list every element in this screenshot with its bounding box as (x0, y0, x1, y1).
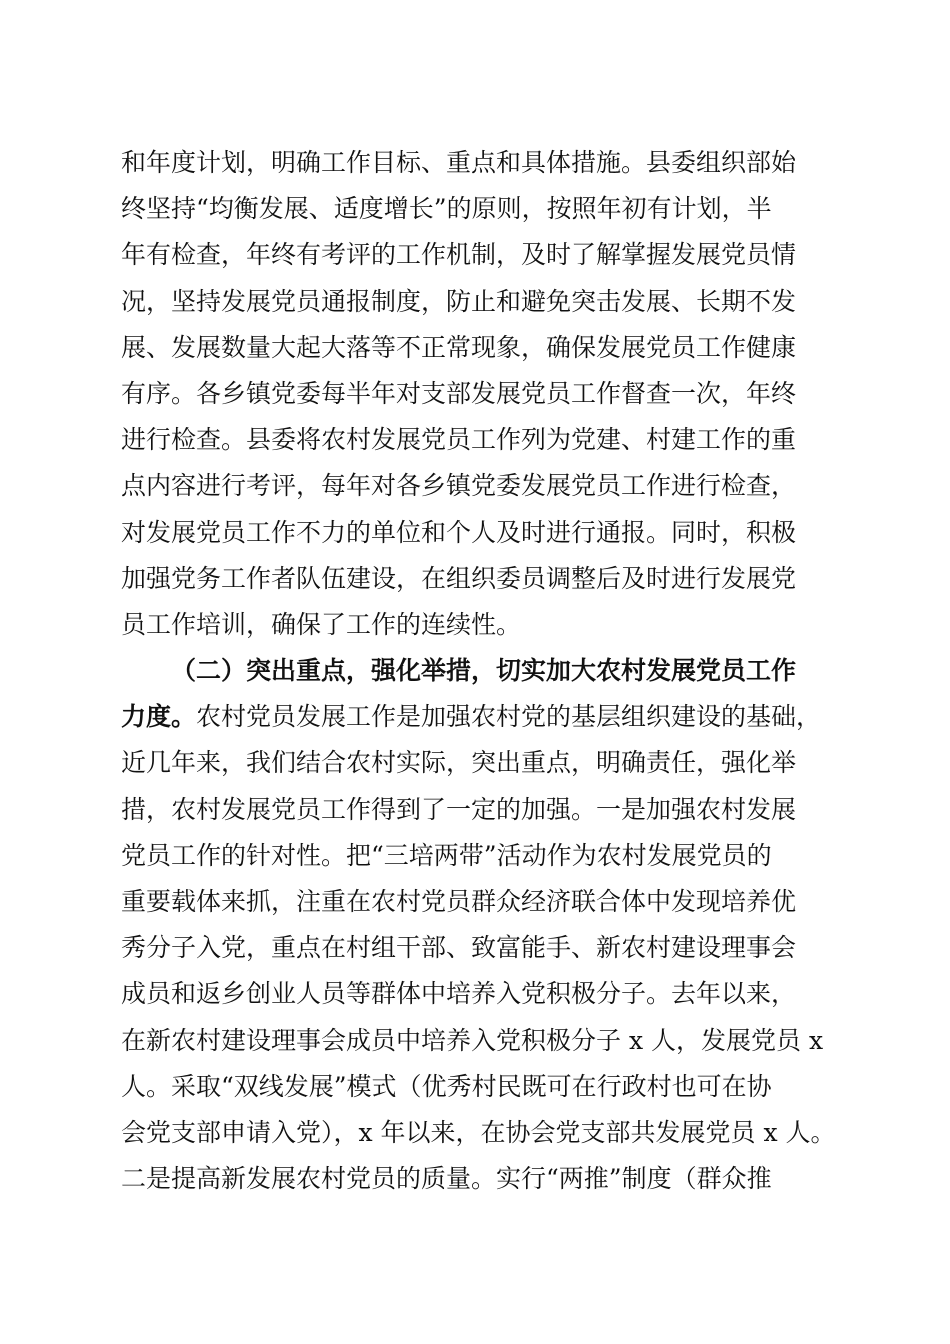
text-line: 党员工作的针对性。把“三培两带”活动作为农村发展党员的 (121, 840, 772, 870)
text-line: 重要载体来抓，注重在农村党员群众经济联合体中发现培养优 (121, 887, 797, 916)
section-text-start: 农村党员发展工作是加强农村党的基层组织建设的基础， (196, 702, 822, 732)
text-line: 终坚持“均衡发展、适度增长”的原则，按照年初有计划，半 (121, 194, 772, 224)
text-line: 况，坚持发展党员通报制度，防止和避免突击发展、长期不发 (121, 286, 797, 316)
text-line: 二是提高新发展农村党员的质量。实行“两推”制度（群众推 (121, 1164, 772, 1194)
text-line: 展、发展数量大起大落等不正常现象，确保发展党员工作健康 (121, 332, 797, 362)
section-heading-end: 力度。 (121, 702, 197, 732)
text-line: 措，农村发展党员工作得到了一定的加强。一是加强农村发展 (121, 794, 797, 824)
text-line: 人。采取“双线发展”模式（优秀村民既可在行政村也可在协 (121, 1071, 772, 1101)
text-line: 对发展党员工作不力的单位和个人及时进行通报。同时，积极 (121, 517, 797, 547)
text-line: 成员和返乡创业人员等群体中培养入党积极分子。去年以来， (121, 979, 797, 1009)
text-line: 点内容进行考评，每年对各乡镇党委发展党员工作进行检查， (121, 471, 797, 501)
text-line: 进行检查。县委将农村发展党员工作列为党建、村建工作的重 (121, 425, 797, 455)
text-line: 在新农村建设理事会成员中培养入党积极分子 x 人，发展党员 x (121, 1025, 824, 1055)
text-line: 会党支部申请入党），x 年以来，在协会党支部共发展党员 x 人。 (121, 1117, 836, 1147)
text-line: 有序。各乡镇党委每半年对支部发展党员工作督查一次，年终 (121, 378, 797, 408)
text-line: 秀分子入党，重点在村组干部、致富能手、新农村建设理事会 (121, 933, 797, 963)
text-line: 员工作培训，确保了工作的连续性。 (121, 609, 522, 639)
text-line: 和年度计划，明确工作目标、重点和具体措施。县委组织部始 (121, 148, 797, 177)
text-line: 近几年来，我们结合农村实际，突出重点，明确责任，强化举 (121, 748, 797, 778)
section-heading-continued (121, 694, 841, 740)
body-text (121, 140, 841, 1202)
text-line: 年有检查，年终有考评的工作机制，及时了解掌握发展党员情 (121, 240, 797, 270)
section-heading: （二）突出重点，强化举措，切实加大农村发展党员工作 (171, 656, 797, 686)
text-line: 加强党务工作者队伍建设，在组织委员调整后及时进行发展党 (121, 563, 797, 593)
